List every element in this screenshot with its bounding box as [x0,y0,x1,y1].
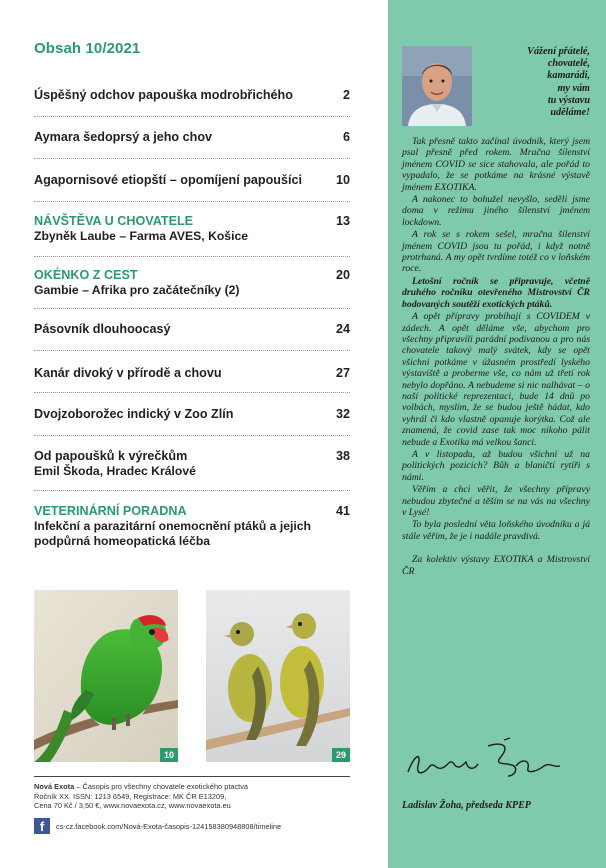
canaries-photo [206,590,350,762]
greeting-line: chovatelé, [547,58,590,70]
greeting-line: tu výstavu [547,94,590,106]
editor-portrait [402,46,472,126]
toc-entry-title: Gambie – Afrika pro začátečníky (2) [34,283,240,297]
toc-entry-page: 38 [335,449,350,463]
magazine-name: Nová Exota [34,782,75,791]
toc-entry-page: 10 [335,173,350,187]
editorial-paragraph: A v listopadu, až budou všichni už na politických pozicích? Bůh a blaničtí rytíři s námi. [402,448,590,483]
greeting-line: uděláme! [550,107,590,119]
editorial-closing: Za kolektiv výstavy EXOTIKA a Mistrovství ČR [402,554,590,577]
toc-entry-title: Kanár divoký v přírodě a chovu [34,366,222,380]
toc-entry[interactable] [34,214,350,244]
registration-line: Ročník XX. ISSN: 1213 6549, Registrace: MK ČR E13209, [34,791,227,801]
toc-entry-subtitle: Emil Škoda, Hradec Králové [34,464,196,478]
toc-entry-page: 32 [335,407,350,421]
page-badge: 29 [332,748,350,762]
toc-entry-category: NÁVŠTĚVA U CHOVATELE [34,214,194,228]
editorial-greeting [478,46,590,119]
greeting-line: kamarádi, [547,70,590,82]
editorial-paragraph: A nakonec to bohužel nevyšlo, seděli jsme doma v režimu jiného šílenství jménem lockdown. [402,194,590,228]
toc-entry-title: Dvojzoborožec indický v Zoo Zlín [34,407,234,421]
editorial-signer: Ladislav Žoha, předseda KPEP [402,800,531,811]
toc-entry[interactable] [34,504,350,549]
toc-entry-category: VETERINÁRNÍ PORADNA [34,504,187,518]
greeting-line: Vážení přátelé, [527,46,590,57]
toc-entry-page: 6 [342,130,350,144]
toc-separator [34,435,350,436]
editorial-paragraph: A rok se s rokem sešel, mračna šílenství jménem COVID jsou tu pořád, i když notně protrhaná. A my opět tvrdíme totéž co v loňském roce. [402,229,590,275]
toc-entry-page: 2 [342,88,350,102]
toc-entry[interactable] [34,407,350,422]
editorial-paragraph: Věřím a chci věřit, že všechny přípravy nebudou zbytečné a těším se na vás na všechny v Lysé! [402,484,590,518]
greeting-line: my vám [557,82,590,94]
toc-entry-page: 24 [335,322,350,336]
masthead-footer [34,782,354,811]
toc-entry-title: Zbyněk Laube – Farma AVES, Košice [34,229,249,243]
magazine-tagline: – Časopis pro všechny chovatele exotického ptactva [74,782,249,791]
toc-entry-page: 13 [335,214,350,228]
toc-separator [34,158,350,159]
toc-separator [34,350,350,351]
toc-entry[interactable] [34,173,350,188]
toc-entry-page: 20 [335,268,350,282]
toc-entry-page: 27 [335,366,350,380]
toc-entry-title: Agapornisové etiopští – opomíjení papoušíci [34,173,303,187]
editorial-paragraph: Letošní ročník se připravuje, včetně druhého ročníku otevřeného Mistrovství ČR bodovaných soutěží exotických ptáků. [402,275,590,310]
editorial-paragraph: Tak přesně takto začínal úvodník, který jsem psal přesně před rokem. Mračna šílenství jménem COVID se sice stahovala, ale pořád to vypadalo, že se potkáme na krásné výstavě jménem EXOTIKA. [402,136,590,193]
toc-entry[interactable] [34,322,350,337]
editorial-paragraph: A opět přípravy probíhají s COVIDEM v zádech. A opět děláme vše, abychom pro všechny připravili parádní podívanou a pro nás chovatele takový malý svátek, kdy se opět všichni potkáme v úžasném prostředí lyského výstaviště a proberme vše, co nám už třetí rok nebylo dopřáno. A nebudeme si nic nalhávat – o naší politické reprezentaci, bude 14 dnů po volbách, myslím, že se budou ještě hádat, kdo vyhrál či kdo vlastně opanuje korýtka. Což ale znamená, že covid zase tak moc nikoho pálit nebude a Exotika má velkou šanci. [402,311,590,448]
toc-entry[interactable] [34,449,350,479]
toc-separator [34,256,350,257]
toc-entry[interactable] [34,88,350,103]
toc-separator [34,490,350,491]
toc-entry[interactable] [34,130,350,145]
toc-entry-title: Pásovník dlouhoocasý [34,322,171,336]
lovebird-photo [34,590,178,762]
toc-entry-title: Infekční a parazitární onemocnění ptáků a jejich podpůrná homeopatická léčba [34,519,312,548]
facebook-icon[interactable]: f [34,818,50,834]
toc-entry[interactable] [34,366,350,381]
toc-separator [34,308,350,309]
handwritten-signature [404,736,564,788]
toc-title: Obsah 10/2021 [34,40,141,57]
toc-entry-title: Úspěšný odchov papouška modrobřichého [34,88,293,102]
toc-entry-page: 41 [335,504,350,518]
toc-separator [34,392,350,393]
toc-entry-title: Aymara šedoprsý a jeho chov [34,130,213,144]
toc-separator [34,116,350,117]
facebook-url[interactable]: cs-cz.facebook.com/Nová-Exota-časopis-124158380948808/timeline [56,822,282,831]
price-web-line: Cena 70 Kč / 3,50 €, www.novaexota.cz, www.novaexota.eu [34,801,231,811]
editorial-body [402,136,590,578]
toc-entry[interactable] [34,268,350,298]
footer-divider [34,776,350,777]
page-badge: 10 [160,748,178,762]
toc-entry-title: Od papoušků k výrečkům [34,449,188,463]
toc-separator [34,201,350,202]
editorial-paragraph: To byla poslední věta loňského úvodníku a já stále věřím, že je i nadále pravdivá. [402,519,590,542]
toc-entry-category: OKÉNKO Z CEST [34,268,138,282]
